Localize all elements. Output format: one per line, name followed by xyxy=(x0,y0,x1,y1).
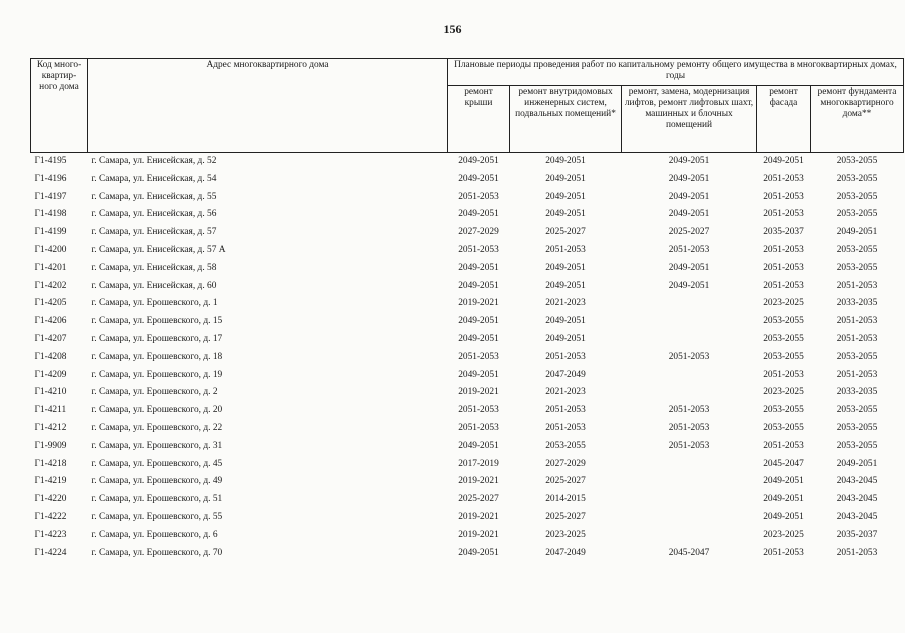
cell-foundation: 2043-2045 xyxy=(836,511,878,522)
cell-facade: 2053-2055 xyxy=(763,316,804,327)
cell-systems: 2049-2051 xyxy=(545,280,586,291)
cell-facade: 2051-2053 xyxy=(763,244,804,255)
cell-roof: 2049-2051 xyxy=(458,440,499,451)
cell-facade: 2053-2055 xyxy=(763,333,804,344)
cell-roof: 2051-2053 xyxy=(458,351,499,362)
cell-address: г. Самара, ул. Енисейская, д. 60 xyxy=(91,280,217,291)
cell-lifts: 2051-2053 xyxy=(668,351,710,362)
page-number: 156 xyxy=(443,22,462,36)
cell-systems: 2047-2049 xyxy=(545,369,586,380)
cell-roof: 2027-2029 xyxy=(458,227,499,238)
table-row xyxy=(31,171,904,189)
cell-code: Г1-4205 xyxy=(34,298,67,309)
cell-systems: 2025-2027 xyxy=(545,476,586,487)
table-row xyxy=(31,295,904,313)
cell-systems: 2049-2051 xyxy=(545,191,586,202)
cell-address: г. Самара, ул. Ерошевского, д. 1 xyxy=(91,298,218,309)
cell-address: г. Самара, ул. Енисейская, д. 54 xyxy=(91,173,217,184)
table-row xyxy=(31,545,904,563)
cell-foundation: 2049-2051 xyxy=(836,458,878,469)
header-lifts: ремонт, замена, модернизация лифтов, ремонт лифтовых шахт, машинных и блочных помещений xyxy=(622,86,757,153)
cell-systems: 2049-2051 xyxy=(545,209,586,220)
table-row xyxy=(31,402,904,420)
cell-address: г. Самара, ул. Ерошевского, д. 6 xyxy=(91,529,218,540)
cell-lifts: 2049-2051 xyxy=(668,191,710,202)
cell-address: г. Самара, ул. Ерошевского, д. 45 xyxy=(91,458,223,469)
table-row xyxy=(31,438,904,456)
cell-facade: 2051-2053 xyxy=(763,369,804,380)
table-row xyxy=(31,349,904,367)
cell-roof: 2049-2051 xyxy=(458,333,499,344)
cell-code: Г1-4209 xyxy=(34,369,67,380)
table-row xyxy=(31,331,904,349)
cell-roof: 2049-2051 xyxy=(458,316,499,327)
cell-code: Г1-4220 xyxy=(34,494,67,505)
cell-address: г. Самара, ул. Ерошевского, д. 22 xyxy=(91,422,223,433)
cell-lifts xyxy=(622,313,757,331)
cell-facade: 2051-2053 xyxy=(763,209,804,220)
cell-systems: 2053-2055 xyxy=(545,440,586,451)
cell-roof: 2019-2021 xyxy=(458,298,499,309)
cell-foundation: 2053-2055 xyxy=(836,440,878,451)
table-body xyxy=(31,153,904,563)
table-row xyxy=(31,242,904,260)
cell-code: Г1-4206 xyxy=(34,316,67,327)
cell-roof: 2049-2051 xyxy=(458,262,499,273)
table-row xyxy=(31,206,904,224)
cell-lifts: 2049-2051 xyxy=(668,173,710,184)
cell-lifts xyxy=(622,473,757,491)
cell-address: г. Самара, ул. Ерошевского, д. 19 xyxy=(91,369,223,380)
table-row xyxy=(31,509,904,527)
cell-systems: 2025-2027 xyxy=(545,227,586,238)
cell-systems: 2051-2053 xyxy=(545,422,586,433)
cell-lifts xyxy=(622,295,757,313)
header-systems: ремонт внутридомовых инженерных систем, подвальных помещений* xyxy=(510,86,622,153)
cell-systems: 2021-2023 xyxy=(545,298,586,309)
cell-systems: 2027-2029 xyxy=(545,458,586,469)
table-row xyxy=(31,260,904,278)
cell-code: Г1-4200 xyxy=(34,244,67,255)
cell-roof: 2017-2019 xyxy=(458,458,499,469)
cell-lifts xyxy=(622,527,757,545)
cell-facade: 2049-2051 xyxy=(763,511,804,522)
cell-lifts: 2049-2051 xyxy=(668,280,710,291)
cell-facade: 2051-2053 xyxy=(763,547,804,558)
cell-facade: 2035-2037 xyxy=(763,227,804,238)
cell-lifts: 2051-2053 xyxy=(668,422,710,433)
cell-address: г. Самара, ул. Ерошевского, д. 15 xyxy=(91,316,223,327)
cell-roof: 2019-2021 xyxy=(458,387,499,398)
cell-lifts: 2051-2053 xyxy=(668,440,710,451)
cell-systems: 2049-2051 xyxy=(545,333,586,344)
cell-systems: 2014-2015 xyxy=(545,494,586,505)
header-foundation: ремонт фундамента многоквартирного дома** xyxy=(811,86,904,153)
table-row xyxy=(31,189,904,207)
cell-code: Г1-4219 xyxy=(34,476,67,487)
table-row xyxy=(31,313,904,331)
cell-foundation: 2033-2035 xyxy=(836,387,878,398)
cell-foundation: 2051-2053 xyxy=(836,280,878,291)
cell-address: г. Самара, ул. Ерошевского, д. 70 xyxy=(91,547,223,558)
cell-foundation: 2043-2045 xyxy=(836,494,878,505)
header-address: Адрес многоквартирного дома xyxy=(88,59,448,153)
table-row xyxy=(31,278,904,296)
cell-code: Г1-4222 xyxy=(34,511,67,522)
cell-systems: 2049-2051 xyxy=(545,262,586,273)
cell-code: Г1-4212 xyxy=(34,422,67,433)
header-code: Код много-квартир-ного дома xyxy=(31,59,88,153)
table-row xyxy=(31,420,904,438)
cell-foundation: 2053-2055 xyxy=(836,244,878,255)
header-planned-periods: Плановые периоды проведения работ по капитальному ремонту общего имущества в многоквартирных домах, годы xyxy=(448,59,904,86)
table-row xyxy=(31,224,904,242)
cell-roof: 2019-2021 xyxy=(458,476,499,487)
cell-lifts: 2049-2051 xyxy=(668,209,710,220)
cell-lifts: 2051-2053 xyxy=(668,405,710,416)
cell-foundation: 2053-2055 xyxy=(836,262,878,273)
cell-code: Г1-4224 xyxy=(34,547,67,558)
cell-foundation: 2051-2053 xyxy=(836,547,878,558)
cell-foundation: 2053-2055 xyxy=(836,351,878,362)
cell-roof: 2051-2053 xyxy=(458,244,499,255)
cell-lifts: 2051-2053 xyxy=(668,244,710,255)
cell-facade: 2051-2053 xyxy=(763,191,804,202)
cell-roof: 2049-2051 xyxy=(458,156,499,166)
cell-facade: 2051-2053 xyxy=(763,262,804,273)
cell-roof: 2049-2051 xyxy=(458,547,499,558)
cell-foundation: 2043-2045 xyxy=(836,476,878,487)
cell-lifts xyxy=(622,384,757,402)
cell-code: Г1-4197 xyxy=(34,191,67,202)
cell-lifts: 2045-2047 xyxy=(668,547,710,558)
cell-roof: 2049-2051 xyxy=(458,173,499,184)
cell-facade: 2051-2053 xyxy=(763,440,804,451)
cell-address: г. Самара, ул. Ерошевского, д. 31 xyxy=(91,440,223,451)
cell-lifts: 2049-2051 xyxy=(668,262,710,273)
cell-lifts xyxy=(622,509,757,527)
cell-lifts xyxy=(622,331,757,349)
cell-systems: 2049-2051 xyxy=(545,173,586,184)
cell-code: Г1-4196 xyxy=(34,173,67,184)
cell-address: г. Самара, ул. Енисейская, д. 57 xyxy=(91,227,217,238)
cell-code: Г1-4198 xyxy=(34,209,67,220)
table-row xyxy=(31,384,904,402)
cell-address: г. Самара, ул. Ерошевского, д. 18 xyxy=(91,351,223,362)
cell-facade: 2049-2051 xyxy=(763,494,804,505)
cell-foundation: 2053-2055 xyxy=(836,173,878,184)
cell-roof: 2019-2021 xyxy=(458,529,499,540)
cell-roof: 2051-2053 xyxy=(458,405,499,416)
cell-code: Г1-4208 xyxy=(34,351,67,362)
cell-address: г. Самара, ул. Ерошевского, д. 2 xyxy=(91,387,218,398)
cell-foundation: 2053-2055 xyxy=(836,422,878,433)
cell-roof: 2049-2051 xyxy=(458,280,499,291)
table-row xyxy=(31,473,904,491)
cell-code: Г1-9909 xyxy=(34,440,67,451)
cell-systems: 2049-2051 xyxy=(545,316,586,327)
cell-facade: 2051-2053 xyxy=(763,280,804,291)
cell-code: Г1-4211 xyxy=(34,405,67,416)
cell-systems: 2051-2053 xyxy=(545,244,586,255)
header-roof: ремонт крыши xyxy=(448,86,510,153)
cell-foundation: 2053-2055 xyxy=(836,405,878,416)
cell-address: г. Самара, ул. Ерошевского, д. 51 xyxy=(91,494,223,505)
cell-foundation: 2051-2053 xyxy=(836,316,878,327)
cell-code: Г1-4202 xyxy=(34,280,67,291)
cell-lifts: 2049-2051 xyxy=(668,156,710,166)
cell-address: г. Самара, ул. Енисейская, д. 55 xyxy=(91,191,217,202)
cell-foundation: 2051-2053 xyxy=(836,369,878,380)
cell-foundation: 2053-2055 xyxy=(836,191,878,202)
cell-facade: 2053-2055 xyxy=(763,422,804,433)
cell-code: Г1-4210 xyxy=(34,387,67,398)
cell-foundation: 2033-2035 xyxy=(836,298,878,309)
table-row xyxy=(31,527,904,545)
table-row xyxy=(31,456,904,474)
header-facade: ремонт фасада xyxy=(757,86,811,153)
cell-address: г. Самара, ул. Ерошевского, д. 55 xyxy=(91,511,223,522)
cell-address: г. Самара, ул. Ерошевского, д. 17 xyxy=(91,333,223,344)
cell-code: Г1-4195 xyxy=(34,156,67,166)
cell-facade: 2049-2051 xyxy=(763,476,804,487)
cell-facade: 2053-2055 xyxy=(763,351,804,362)
cell-lifts xyxy=(622,367,757,385)
cell-foundation: 2049-2051 xyxy=(836,227,878,238)
cell-facade: 2051-2053 xyxy=(763,173,804,184)
cell-code: Г1-4207 xyxy=(34,333,67,344)
cell-foundation: 2053-2055 xyxy=(836,156,878,166)
cell-address: г. Самара, ул. Енисейская, д. 52 xyxy=(91,156,217,166)
cell-lifts xyxy=(622,456,757,474)
cell-address: г. Самара, ул. Ерошевского, д. 20 xyxy=(91,405,223,416)
cell-systems: 2049-2051 xyxy=(545,156,586,166)
table-row xyxy=(31,153,904,171)
cell-facade: 2049-2051 xyxy=(763,156,804,166)
cell-facade: 2023-2025 xyxy=(763,298,804,309)
cell-address: г. Самара, ул. Енисейская, д. 56 xyxy=(91,209,217,220)
cell-foundation: 2051-2053 xyxy=(836,333,878,344)
cell-address: г. Самара, ул. Ерошевского, д. 49 xyxy=(91,476,223,487)
cell-lifts xyxy=(622,491,757,509)
cell-systems: 2023-2025 xyxy=(545,529,586,540)
cell-roof: 2049-2051 xyxy=(458,209,499,220)
cell-facade: 2023-2025 xyxy=(763,529,804,540)
cell-facade: 2053-2055 xyxy=(763,405,804,416)
cell-foundation: 2035-2037 xyxy=(836,529,878,540)
cell-code: Г1-4201 xyxy=(34,262,67,273)
cell-foundation: 2053-2055 xyxy=(836,209,878,220)
cell-roof: 2025-2027 xyxy=(458,494,499,505)
cell-systems: 2025-2027 xyxy=(545,511,586,522)
table-row xyxy=(31,367,904,385)
table-row xyxy=(31,491,904,509)
cell-systems: 2021-2023 xyxy=(545,387,586,398)
repair-schedule-table xyxy=(30,58,904,562)
cell-lifts: 2025-2027 xyxy=(668,227,710,238)
cell-roof: 2019-2021 xyxy=(458,511,499,522)
cell-code: Г1-4199 xyxy=(34,227,67,238)
cell-systems: 2051-2053 xyxy=(545,351,586,362)
cell-roof: 2051-2053 xyxy=(458,191,499,202)
cell-systems: 2047-2049 xyxy=(545,547,586,558)
cell-roof: 2049-2051 xyxy=(458,369,499,380)
cell-code: Г1-4218 xyxy=(34,458,67,469)
cell-roof: 2051-2053 xyxy=(458,422,499,433)
cell-address: г. Самара, ул. Енисейская, д. 58 xyxy=(91,262,217,273)
cell-systems: 2051-2053 xyxy=(545,405,586,416)
cell-facade: 2023-2025 xyxy=(763,387,804,398)
cell-facade: 2045-2047 xyxy=(763,458,804,469)
cell-address: г. Самара, ул. Енисейская, д. 57 А xyxy=(91,244,226,255)
cell-code: Г1-4223 xyxy=(34,529,67,540)
